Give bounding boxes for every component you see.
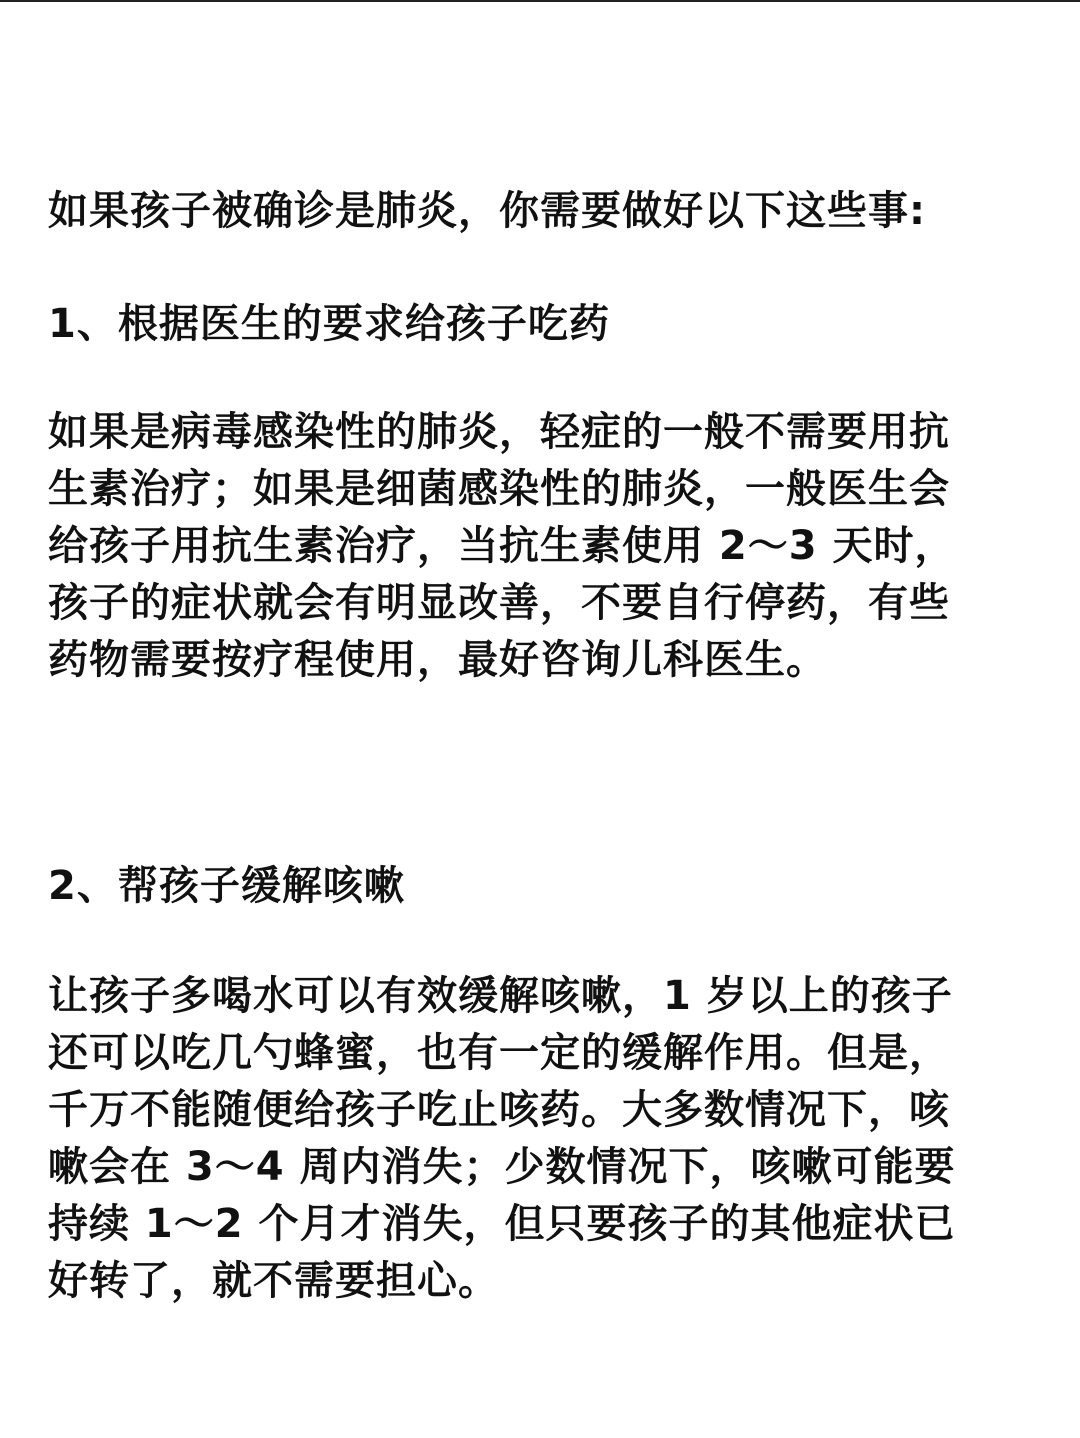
section-1-paragraph	[48, 404, 1058, 689]
paragraph-line: 持续 1～2 个月才消失，但只要孩子的其他症状已	[48, 1201, 956, 1247]
section-2-heading: 2、帮孩子缓解咳嗽	[48, 863, 405, 909]
section-2-paragraph	[48, 968, 1058, 1310]
top-divider	[0, 0, 1080, 2]
paragraph-line: 如果是病毒感染性的肺炎，轻症的一般不需要用抗	[48, 409, 950, 455]
paragraph-line: 好转了，就不需要担心。	[48, 1258, 499, 1304]
paragraph-line: 生素治疗；如果是细菌感染性的肺炎，一般医生会	[48, 466, 950, 512]
paragraph-line: 药物需要按疗程使用，最好咨询儿科医生。	[48, 637, 827, 683]
paragraph-line: 嗽会在 3～4 周内消失；少数情况下，咳嗽可能要	[48, 1144, 956, 1190]
paragraph-line: 千万不能随便给孩子吃止咳药。大多数情况下，咳	[48, 1087, 950, 1133]
intro-text: 如果孩子被确诊是肺炎，你需要做好以下这些事:	[48, 188, 926, 234]
paragraph-line: 还可以吃几勺蜂蜜，也有一定的缓解作用。但是，	[48, 1030, 950, 1076]
paragraph-line: 让孩子多喝水可以有效缓解咳嗽，1 岁以上的孩子	[48, 973, 953, 1019]
section-1-heading: 1、根据医生的要求给孩子吃药	[48, 301, 610, 347]
paragraph-line: 孩子的症状就会有明显改善，不要自行停药，有些	[48, 580, 950, 626]
paragraph-line: 给孩子用抗生素治疗，当抗生素使用 2～3 天时，	[48, 523, 956, 569]
